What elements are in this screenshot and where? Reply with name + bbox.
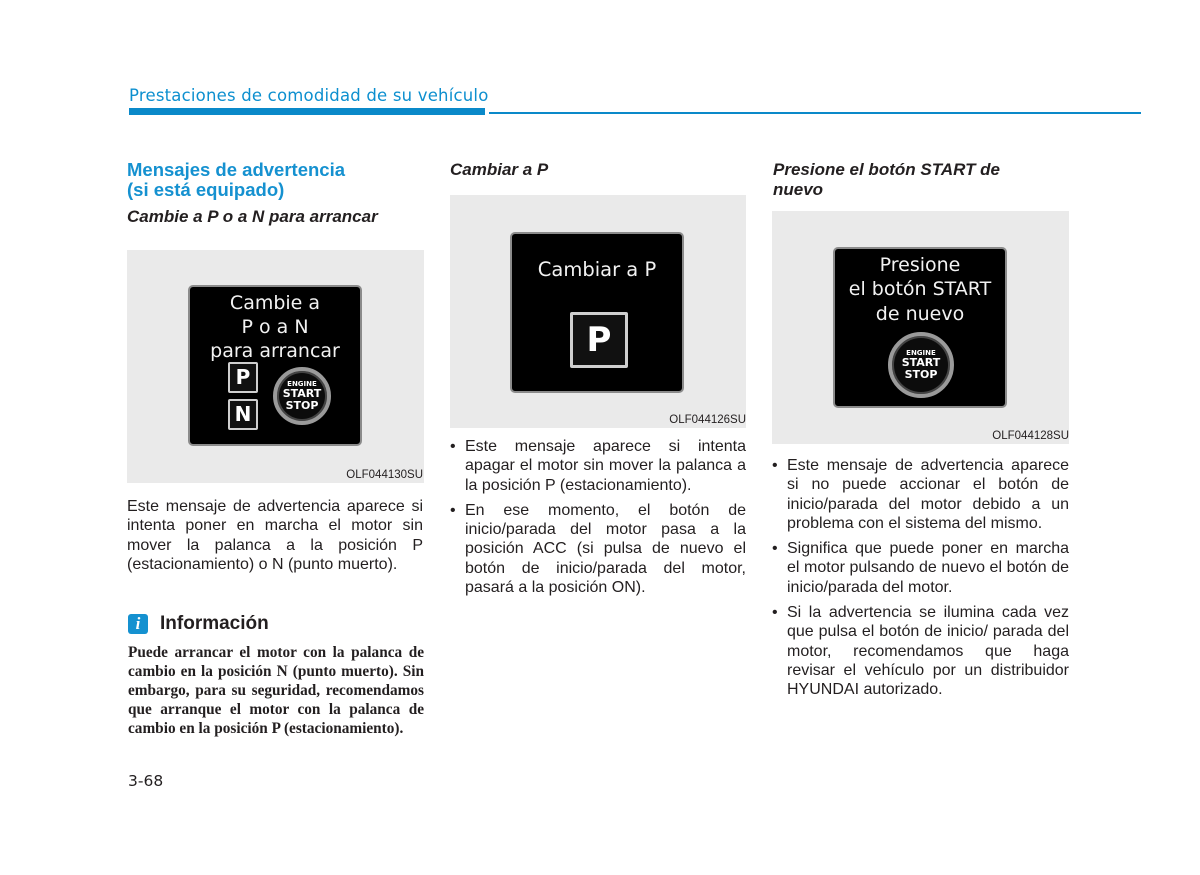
cluster-display xyxy=(188,285,362,446)
press-start-subtitle: Presione el botón START de xyxy=(773,160,1001,179)
list-item: • Si la advertencia se ilumina cada vez que pulsa el botón de inicio/ parada del motor, recomendamos que haga revisar el vehículo por un distribuidor HYUNDAI autorizado. xyxy=(772,603,1069,699)
info-text: Puede arrancar el motor con la palanca de cambio en la posición N (punto muerto). Sin embargo, para su seguridad, recomendamos que arranque el motor con la palanca de cambio en la posición P (estacionamiento). xyxy=(128,644,424,737)
list-item: • Este mensaje aparece si intenta apagar el motor sin mover la palanca a la posición P (estacionamiento). xyxy=(450,437,746,495)
info-icon: i xyxy=(128,614,148,634)
list-item: • Significa que puede poner en marcha el motor pulsando de nuevo el botón de inicio/parada del motor. xyxy=(772,539,1069,597)
button-text-engine: ENGINE xyxy=(906,348,936,357)
header-rule-thin xyxy=(489,112,1141,114)
display-line-3: de nuevo xyxy=(875,303,965,325)
button-text-engine: ENGINE xyxy=(287,379,317,388)
page-number: 3-68 xyxy=(128,772,164,790)
button-text-start: START xyxy=(901,356,941,370)
figure-caption-1: OLF044130SU xyxy=(346,469,423,481)
display-line-3: para arrancar xyxy=(210,340,340,362)
figure-caption-2: OLF044126SU xyxy=(669,414,746,426)
figure-press-start xyxy=(772,211,1069,444)
figure-shift-p-or-n xyxy=(127,250,424,483)
press-start-subtitle-2: nuevo xyxy=(773,180,824,199)
cluster-display-2 xyxy=(510,232,684,393)
warning-messages-title: Mensajes de advertencia xyxy=(127,159,345,180)
warning-paragraph: Este mensaje de advertencia aparece si intenta poner en marcha el motor sin mover la palanca a la posición P (estacionamiento) o N (punto muerto). xyxy=(127,498,423,573)
list-item: • Este mensaje de advertencia aparece si no puede accionar el botón de inicio/parada del motor debido a un problema con el sistema del mismo. xyxy=(772,456,1069,533)
gear-p-large-icon: P xyxy=(570,312,628,368)
column-3 xyxy=(773,160,1070,200)
display-line-1: Cambie a xyxy=(229,292,321,314)
display-line-1: Presione xyxy=(879,254,961,276)
display-line-2: el botón START xyxy=(848,278,992,300)
section-header-title: Prestaciones de comodidad de su vehículo xyxy=(129,86,489,105)
shift-p-or-n-subtitle: Cambie a P o a N para arrancar xyxy=(127,207,378,226)
button-text-stop: STOP xyxy=(285,398,319,412)
gear-n-icon: N xyxy=(228,399,258,430)
warning-messages-title-2: (si está equipado) xyxy=(127,179,285,200)
info-title: Información xyxy=(160,613,269,634)
engine-start-stop-icon xyxy=(273,367,331,425)
engine-start-stop-icon xyxy=(888,332,954,398)
button-text-start: START xyxy=(282,387,322,401)
column-1 xyxy=(127,160,424,227)
display-line-2: P o a N xyxy=(241,316,309,338)
figure-caption-3: OLF044128SU xyxy=(992,430,1069,442)
header-rule-thick xyxy=(129,108,485,115)
info-header xyxy=(128,613,269,635)
figure-shift-to-p xyxy=(450,195,746,428)
column-2 xyxy=(450,160,747,180)
display-text: Cambiar a P xyxy=(537,258,657,281)
shift-to-p-subtitle: Cambiar a P xyxy=(450,160,549,179)
shift-to-p-bullets xyxy=(450,437,746,603)
cluster-display-3 xyxy=(833,247,1007,408)
button-text-stop: STOP xyxy=(904,367,938,381)
gear-p-icon: P xyxy=(228,362,258,393)
list-item: • En ese momento, el botón de inicio/parada del motor pasa a la posición ACC (si pulsa de nuevo el botón de inicio/parada del motor, pasará a la posición ON). xyxy=(450,501,746,597)
press-start-bullets xyxy=(772,456,1069,706)
